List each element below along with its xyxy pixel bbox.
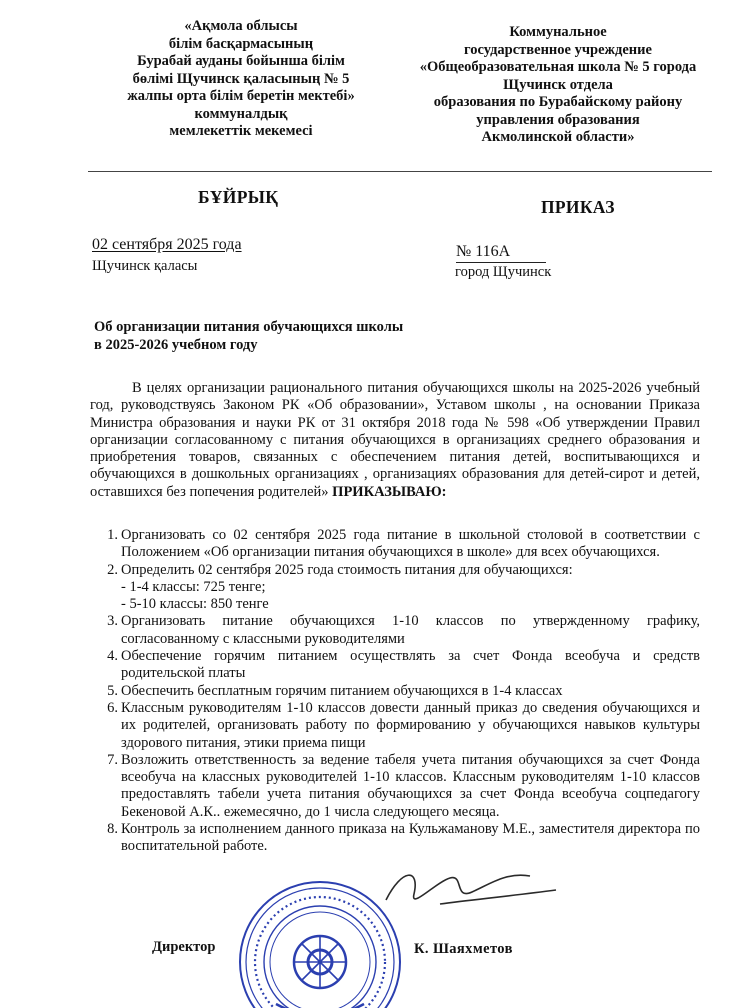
header-kz-line: Бурабай ауданы бойынша білім [137, 53, 345, 69]
item-number: 4. [107, 648, 118, 665]
item-number: 8. [107, 821, 118, 838]
preamble [90, 380, 700, 501]
order-number-underline [456, 262, 546, 263]
order-city-kz: Щучинск қаласы [92, 258, 198, 274]
header-ru-line: Акмолинской области» [481, 129, 635, 145]
subject-line: Об организации питания обучающихся школы [94, 319, 404, 335]
order-item [96, 752, 700, 821]
order-item [96, 562, 700, 614]
signature-position: Директор [152, 939, 216, 955]
order-item [96, 648, 700, 683]
order-subject [94, 319, 514, 354]
item-number: 6. [107, 699, 118, 716]
price-line: - 5-10 классы: 850 тенге [121, 596, 269, 613]
header-kz-line: «Ақмола облысы [184, 18, 298, 34]
order-keyword: ПРИКАЗЫВАЮ: [332, 483, 447, 500]
order-title-kz: БҰЙРЫҚ [198, 187, 279, 207]
item-text: Возложить ответственность за ведение табеля учета питания обучающихся за счет Фонда всеобуча на классных руководителей 1-10 классов. Классным руководителям 1-10 классов предоставлять табели учета питания обучающихся за счет Фонда всеобуча соцпедагогу Бекеновой А.К.. ежемесячно, до 1 числа следующего месяца. [121, 751, 700, 820]
item-text: Обеспечение горячим питанием осуществлять за счет Фонда всеобуча и средств родительской платы [121, 648, 700, 682]
item-text: Контроль за исполнением данного приказа на Кульжаманову М.Е., заместителя директора по воспитательной работе. [121, 821, 700, 855]
price-line: - 1-4 классы: 725 тенге; [121, 578, 266, 595]
header-ru-line: управления образования [476, 111, 640, 128]
header-kz-line: коммуналдық [194, 105, 288, 122]
order-items [96, 527, 700, 856]
item-number: 5. [107, 682, 118, 699]
header-divider [88, 171, 712, 172]
header-ru-line: образования по Бурабайскому району [433, 94, 683, 110]
signature-name: К. Шаяхметов [414, 941, 513, 957]
item-number: 1. [107, 527, 118, 543]
order-number: № 116А [456, 243, 511, 260]
order-item [96, 821, 700, 856]
item-number: 3. [107, 613, 118, 630]
header-ru [388, 24, 728, 147]
order-item [96, 613, 700, 648]
header-kz-line: бөлімі Щучинск қаласының № 5 [132, 70, 350, 87]
item-number: 2. [107, 561, 118, 578]
item-text: Определить 02 сентября 2025 года стоимость питания для обучающихся: [121, 561, 573, 578]
item-text: Организовать питание обучающихся 1-10 классов по утвержденному графику, согласованному с классными руководителями [121, 613, 700, 647]
item-text: Обеспечить бесплатным горячим питанием обучающихся в 1-4 классах [121, 682, 563, 699]
order-item [96, 527, 700, 562]
header-ru-line: Щучинск отдела [503, 76, 613, 93]
item-number: 7. [107, 751, 118, 768]
item-text: Организовать со 02 сентября 2025 года питание в школьной столовой в соответствии с Положением «Об организации питания обучающихся в школе» для всех обучающихся. [121, 527, 700, 561]
order-title-ru: ПРИКАЗ [541, 197, 615, 217]
header-ru-line: государственное учреждение [464, 41, 652, 58]
header-ru-line: Коммунальное [509, 24, 607, 40]
round-seal-icon [236, 878, 404, 1008]
order-date: 02 сентября 2025 года [92, 236, 242, 253]
order-item [96, 700, 700, 752]
header-kz-line: жалпы орта білім беретін мектебі» [127, 88, 355, 104]
header-kz [96, 18, 386, 141]
order-city-ru: город Щучинск [455, 264, 552, 280]
header-kz-line: мемлекеттік мекемесі [169, 123, 313, 139]
item-text: Классным руководителям 1-10 классов довести данный приказ до сведения обучающихся и их родителей, организовать работу по формированию у обучающихся навыков культуры здорового питания, этики приема пищи [121, 699, 700, 751]
subject-line: в 2025-2026 учебном году [94, 336, 258, 353]
header-ru-line: «Общеобразовательная школа № 5 города [419, 59, 697, 75]
order-item [96, 683, 700, 700]
director-signature-icon [380, 860, 570, 920]
header-kz-line: білім басқармасының [168, 35, 314, 52]
preamble-text: В целях организации рационального питания обучающихся школы на 2025-2026 учебный год, руководствуясь Законом РК «Об образовании», Уставом школы , на основании Приказа Министра образования и науки РК от 31 октября 2018 года № 598 «Об утверждении Правил организации согласованному с питания обучающихся в организациях среднего образования и приобретения товаров, связанных с обеспечением питания детей, воспитывающихся и обучающихся в дошкольных организациях , организациях образования для детей-сирот и детей, оставшихся без попечения родителей» [90, 380, 700, 500]
